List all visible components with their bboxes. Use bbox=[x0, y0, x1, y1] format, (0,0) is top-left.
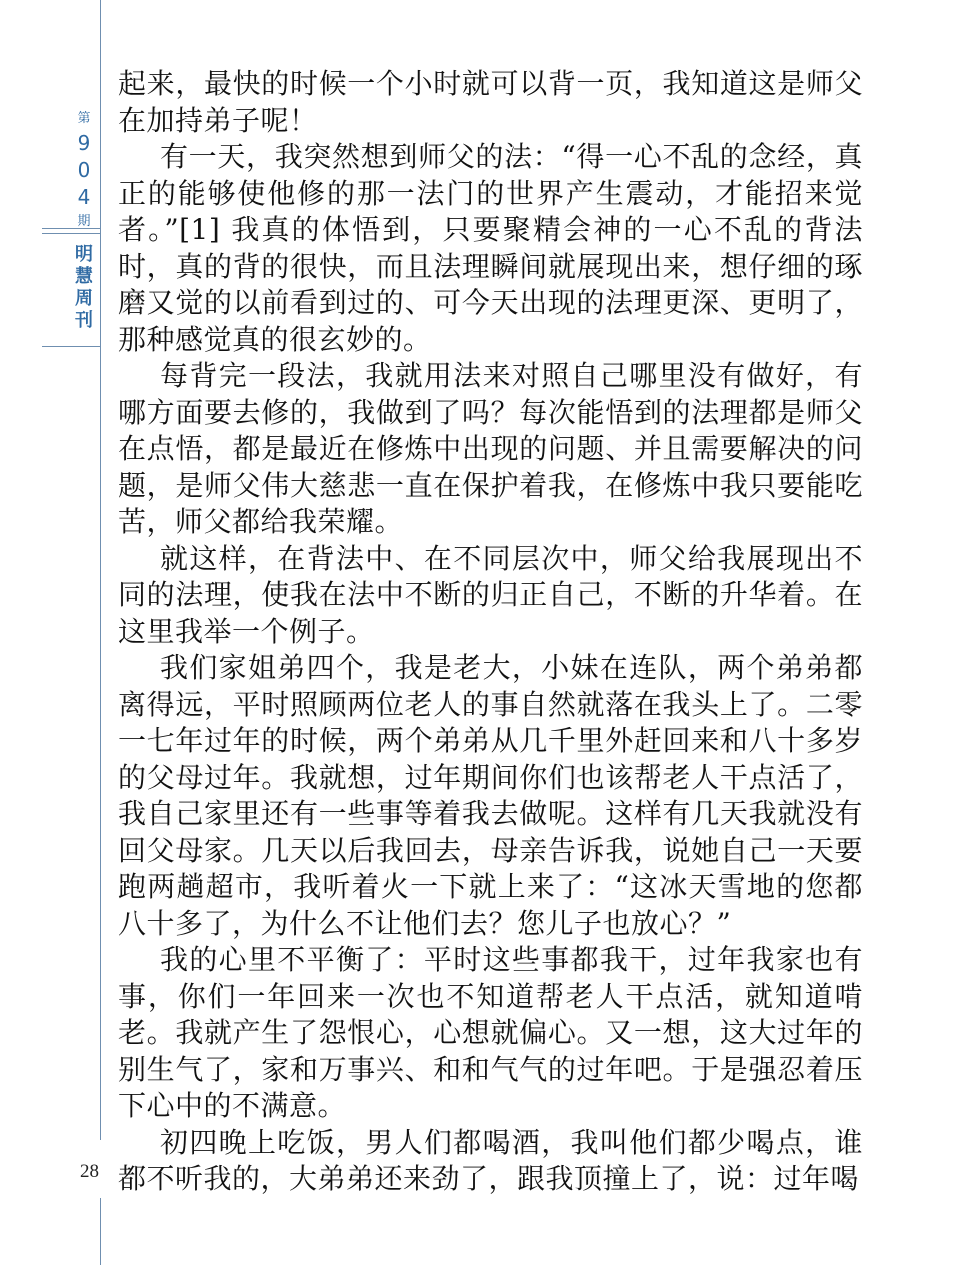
issue-digit: 4 bbox=[77, 185, 91, 209]
body-paragraph: 我们家姐弟四个，我是老大，小妹在连队，两个弟弟都离得远，平时照顾两位老人的事自然就落在我头上了。二零一七年过年的时候，两个弟弟从几千里外赶回来和八十多岁的父母过年。我就想，过年期间你们也该帮老人干点活了，我自己家里还有一些事等着我去做呢。这样有几天我就没有回父母家。几天以后我回去，母亲告诉我，说她自己一天要跑两趟超市，我听着火一下就上来了：“这冰天雪地的您都八十多了，为什么不让他们去？您儿子也放心？” bbox=[118, 651, 863, 940]
issue-digit: 0 bbox=[77, 158, 91, 182]
margin-divider-line-bottom bbox=[100, 1198, 101, 1265]
magazine-title-char: 慧 bbox=[75, 266, 93, 287]
body-paragraph: 我的心里不平衡了：平时这些事都我干，过年我家也有事，你们一年回来一次也不知道帮老人干点活，就知道啃老。我就产生了怨恨心，心想就偏心。又一想，这大过年的别生气了，家和万事兴、和和气气的过年吧。于是强忍着压下心中的不满意。 bbox=[118, 943, 863, 1122]
page-number: 28 bbox=[80, 1161, 99, 1182]
article-body bbox=[118, 66, 863, 1198]
magazine-title-char: 刊 bbox=[75, 310, 93, 331]
sidebar-double-rule bbox=[42, 228, 100, 234]
body-paragraph: 起来，最快的时候一个小时就可以背一页，我知道这是师父在加持弟子呢！ bbox=[118, 67, 863, 137]
magazine-title bbox=[70, 244, 98, 332]
body-paragraph: 有一天，我突然想到师父的法：“得一心不乱的念经，真正的能够使他修的那一法门的世界产生震动，才能招来觉者。”[1] 我真的体悟到，只要聚精会神的一心不乱的背法时，真的背的很快，而且法理瞬间就展现出来，想仔细的琢磨又觉的以前看到过的、可今天出现的法理更深、更明了，那种感觉真的很玄妙的。 bbox=[118, 140, 863, 356]
body-paragraph: 每背完一段法，我就用法来对照自己哪里没有做好，有哪方面要去修的，我做到了吗？每次能悟到的法理都是师父在点悟，都是最近在修炼中出现的问题、并且需要解决的问题，是师父伟大慈悲一直在保护着我，在修炼中我只要能吃苦，师父都给我荣耀。 bbox=[118, 359, 863, 538]
body-paragraph: 初四晚上吃饭，男人们都喝酒，我叫他们都少喝点，谁都不听我的，大弟弟还来劲了，跟我顶撞上了，说：过年喝 bbox=[118, 1125, 863, 1195]
issue-number-label bbox=[70, 108, 98, 233]
magazine-title-char: 周 bbox=[75, 288, 93, 309]
magazine-title-char: 明 bbox=[75, 244, 93, 265]
issue-digit: 9 bbox=[77, 131, 91, 155]
issue-prefix: 第 bbox=[77, 111, 91, 126]
sidebar-rule bbox=[42, 346, 100, 347]
issue-suffix: 期 bbox=[77, 214, 91, 229]
body-paragraph: 就这样，在背法中、在不同层次中，师父给我展现出不同的法理，使我在法中不断的归正自己，不断的升华着。在这里我举一个例子。 bbox=[118, 541, 863, 648]
